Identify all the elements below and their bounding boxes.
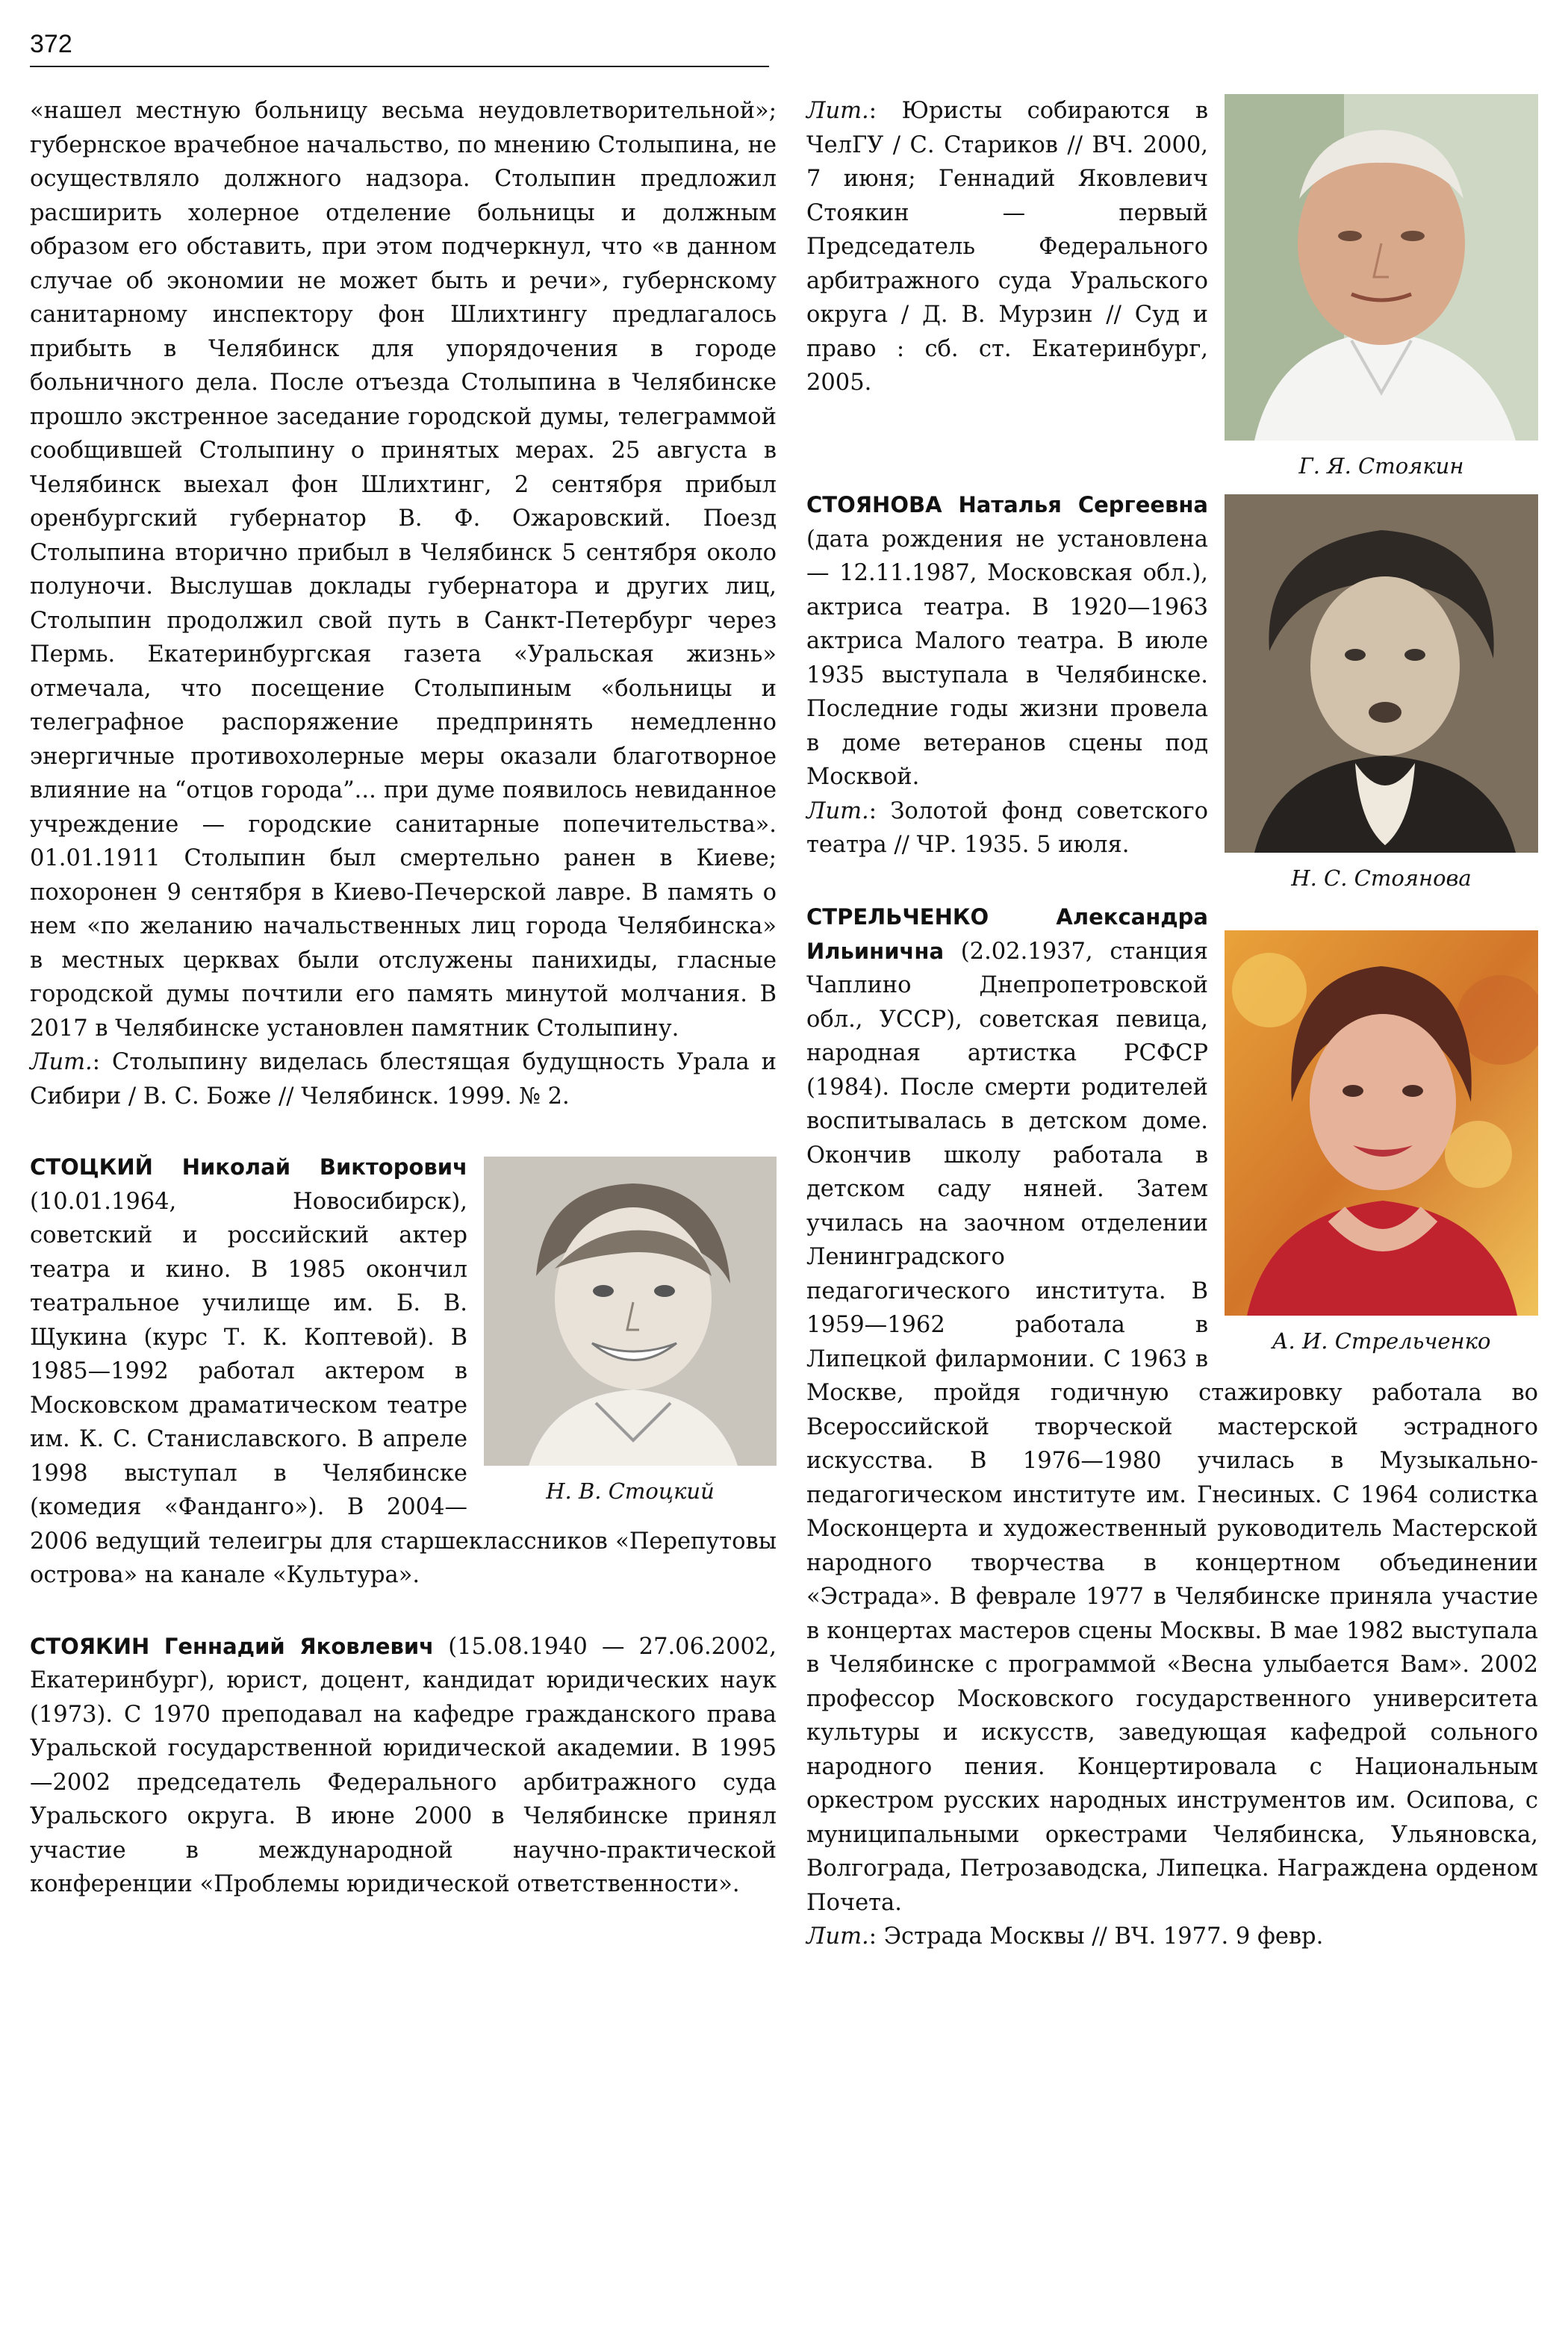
lit-label: Лит. [30, 1049, 93, 1075]
photo-figure [484, 1157, 777, 1506]
portrait-stotsky-photo [484, 1157, 777, 1466]
entry-heading: СТРЕЛЬЧЕНКО Александра Ильинична [806, 904, 1208, 964]
entry-body: «нашел местную больницу весьма неудовлетворительной»; губернское врачебное начальство, по мнению Столыпина, не осуществляло должного надзора. Столыпин предложил расширить холерное отделение больницы и должным образом его обставить, при этом подчеркнул, что «в данном случае об экономии не может быть и речи», губернскому санитарному инспектору фон Шлихтингу предлагалось прибыть в Челябинск для упорядочения в городе больничного дела. После отъезда Столыпина в Челябинске прошло экстренное заседание городской думы, телеграммой сообщившей Столыпину о принятых мерах. 25 августа в Челябинск выехал фон Шлихтинг, 2 сентября прибыл оренбургский губернатор В. Ф. Ожаровский. Поезд Столыпина вторично прибыл в Челябинск 5 сентября около полуночи. Выслушав доклады губернатора и других лиц, Столыпин продолжил свой путь в Санкт-Петербург через Пермь. Екатеринбургская газета «Уральская жизнь» отмечала, что посещение Столыпиным «больницы и телеграфное распоряжение предпринять немедленно энергичные противохолерные меры оказали благотворное влияние на “отцов города”... при думе появилось невиданное учреждение — городские санитарные попечительства». 01.01.1911 Столыпин был смертельно ранен в Киеве; похоронен 9 сентября в Киево-Печерской лавре. В память о нем «по желанию начальственных лиц города Челябинска» в местных церквах были отслужены панихиды, гласные городской думы почтили его память минутой молчания. В 2017 в Челябинске установлен памятник Столыпину. [30, 98, 777, 1042]
header-rule [30, 66, 769, 67]
entry-text [30, 1630, 777, 1902]
entry-stotsky [30, 1151, 777, 1593]
photo-caption: Н. В. Стоцкий [546, 1478, 715, 1504]
portrait-strelchenko-photo [1225, 930, 1538, 1316]
entry-heading: СТОЯКИН Геннадий Яковлевич [30, 1633, 435, 1659]
lit-label: Лит. [806, 98, 869, 124]
entry-stoyakin [30, 1630, 777, 1902]
entry-stoyanova [806, 488, 1538, 891]
right-column [806, 94, 1538, 1954]
entry-heading: СТОЯНОВА Наталья Сергеевна [806, 492, 1208, 517]
entry-stoyakin-continued [806, 94, 1538, 479]
entry-body: (дата рождения не установлена — 12.11.1987, Московская обл.), актриса театра. В 1920—1963 актриса Малого театра. В июле 1935 выступала в Челябинске. Последние годы жизни провела в доме ветеранов сцены под Москвой. [806, 526, 1208, 790]
entry-body: (2.02.1937, станция Чаплино Днепропетровской обл., УССР), советская певица, народная артистка РСФСР (1984). После смерти родителей воспитывалась в детском доме. Окончив школу работала в детском саду няней. Затем училась на заочном отделении Ленинградского педагогического института. В 1959—1962 работала в Липецкой филармонии. С 1963 в Москве, пройдя годичную стажировку работала во Всероссийской творческой мастерской эстрадного искусства. В 1976—1980 училась в Музыкально-педагогическом институте им. Гнесиных. С 1964 солистка Москонцерта и художественный руководитель Мастерской народного творчества в концертном объединении «Эстрада». В феврале 1977 в Челябинске приняла участие в концертах мастеров сцены Москвы. В мае 1982 выступала в Челябинске с программой «Весна улыбается Вам». 2002 профессор Московского государственного университета культуры и искусств, заведующая кафедрой сольного народного пения. Концертировала с Национальным оркестром русских народных инструментов им. Осипова, с муниципальными оркестрами Челябинска, Ульяновска, Волгограда, Петрозаводска, Липецка. Награждена орденом Почета. [806, 938, 1538, 1916]
photo-caption: Н. С. Стоянова [1291, 865, 1472, 891]
entry-strelchenko [806, 900, 1538, 1954]
lit-text: : Золотой фонд советского театра // ЧР. 1935. 5 июля. [806, 797, 1208, 858]
lit-label: Лит. [806, 1923, 869, 1950]
entry-stolypin-continued [30, 94, 777, 1113]
left-column [30, 94, 777, 1902]
entry-body: (15.08.1940 — 27.06.2002, Екатеринбург), юрист, доцент, кандидат юридических наук (1973). С 1970 преподавал на кафедре гражданского права Уральской государственной юридической академии. В 1995—2002 председатель Федерального арбитражного суда Уральского округа. В июне 2000 в Челябинске принял участие в международной научно-практической конференции «Проблемы юридической ответственности». [30, 1633, 777, 1897]
photo-figure [1225, 494, 1538, 893]
lit-label: Лит. [806, 797, 869, 824]
entry-literature [30, 1045, 777, 1113]
photo-figure [1225, 94, 1538, 481]
portrait-stoyakin-photo [1225, 94, 1538, 441]
photo-figure [1225, 930, 1538, 1356]
entry-heading: СТОЦКИЙ Николай Викторович [30, 1154, 467, 1180]
entry-literature [806, 1920, 1538, 1954]
lit-text: : Столыпину виделась блестящая будущность Урала и Сибири / В. С. Боже // Челябинск. 1999. № 2. [30, 1049, 777, 1110]
lit-text: : Юристы собираются в ЧелГУ / С. Стариков // ВЧ. 2000, 7 июня; Геннадий Яковлевич Стоякин — первый Председатель Федерального арбитражного суда Уральского округа / Д. В. Мурзин // Суд и право : сб. ст. Екатеринбург, 2005. [806, 98, 1208, 396]
entry-body: (10.01.1964, Новосибирск), советский и российский актер театра и кино. В 1985 окончил театральное училище им. Б. В. Щукина (курс Т. К. Коптевой). В 1985—1992 работал актером в Московском драматическом театре им. К. С. Станиславского. В апреле 1998 выступал в Челябинске (комедия «Фанданго»). В 2004—2006 ведущий телеигры для старшеклассников «Перепутовы острова» на канале «Культура». [30, 1188, 777, 1588]
photo-caption: А. И. Стрельченко [1272, 1328, 1491, 1354]
lit-text: : Эстрада Москвы // ВЧ. 1977. 9 февр. [868, 1923, 1324, 1950]
photo-caption: Г. Я. Стоякин [1298, 453, 1464, 479]
portrait-stoyanova-photo [1225, 494, 1538, 853]
page-number: 372 [30, 30, 72, 58]
